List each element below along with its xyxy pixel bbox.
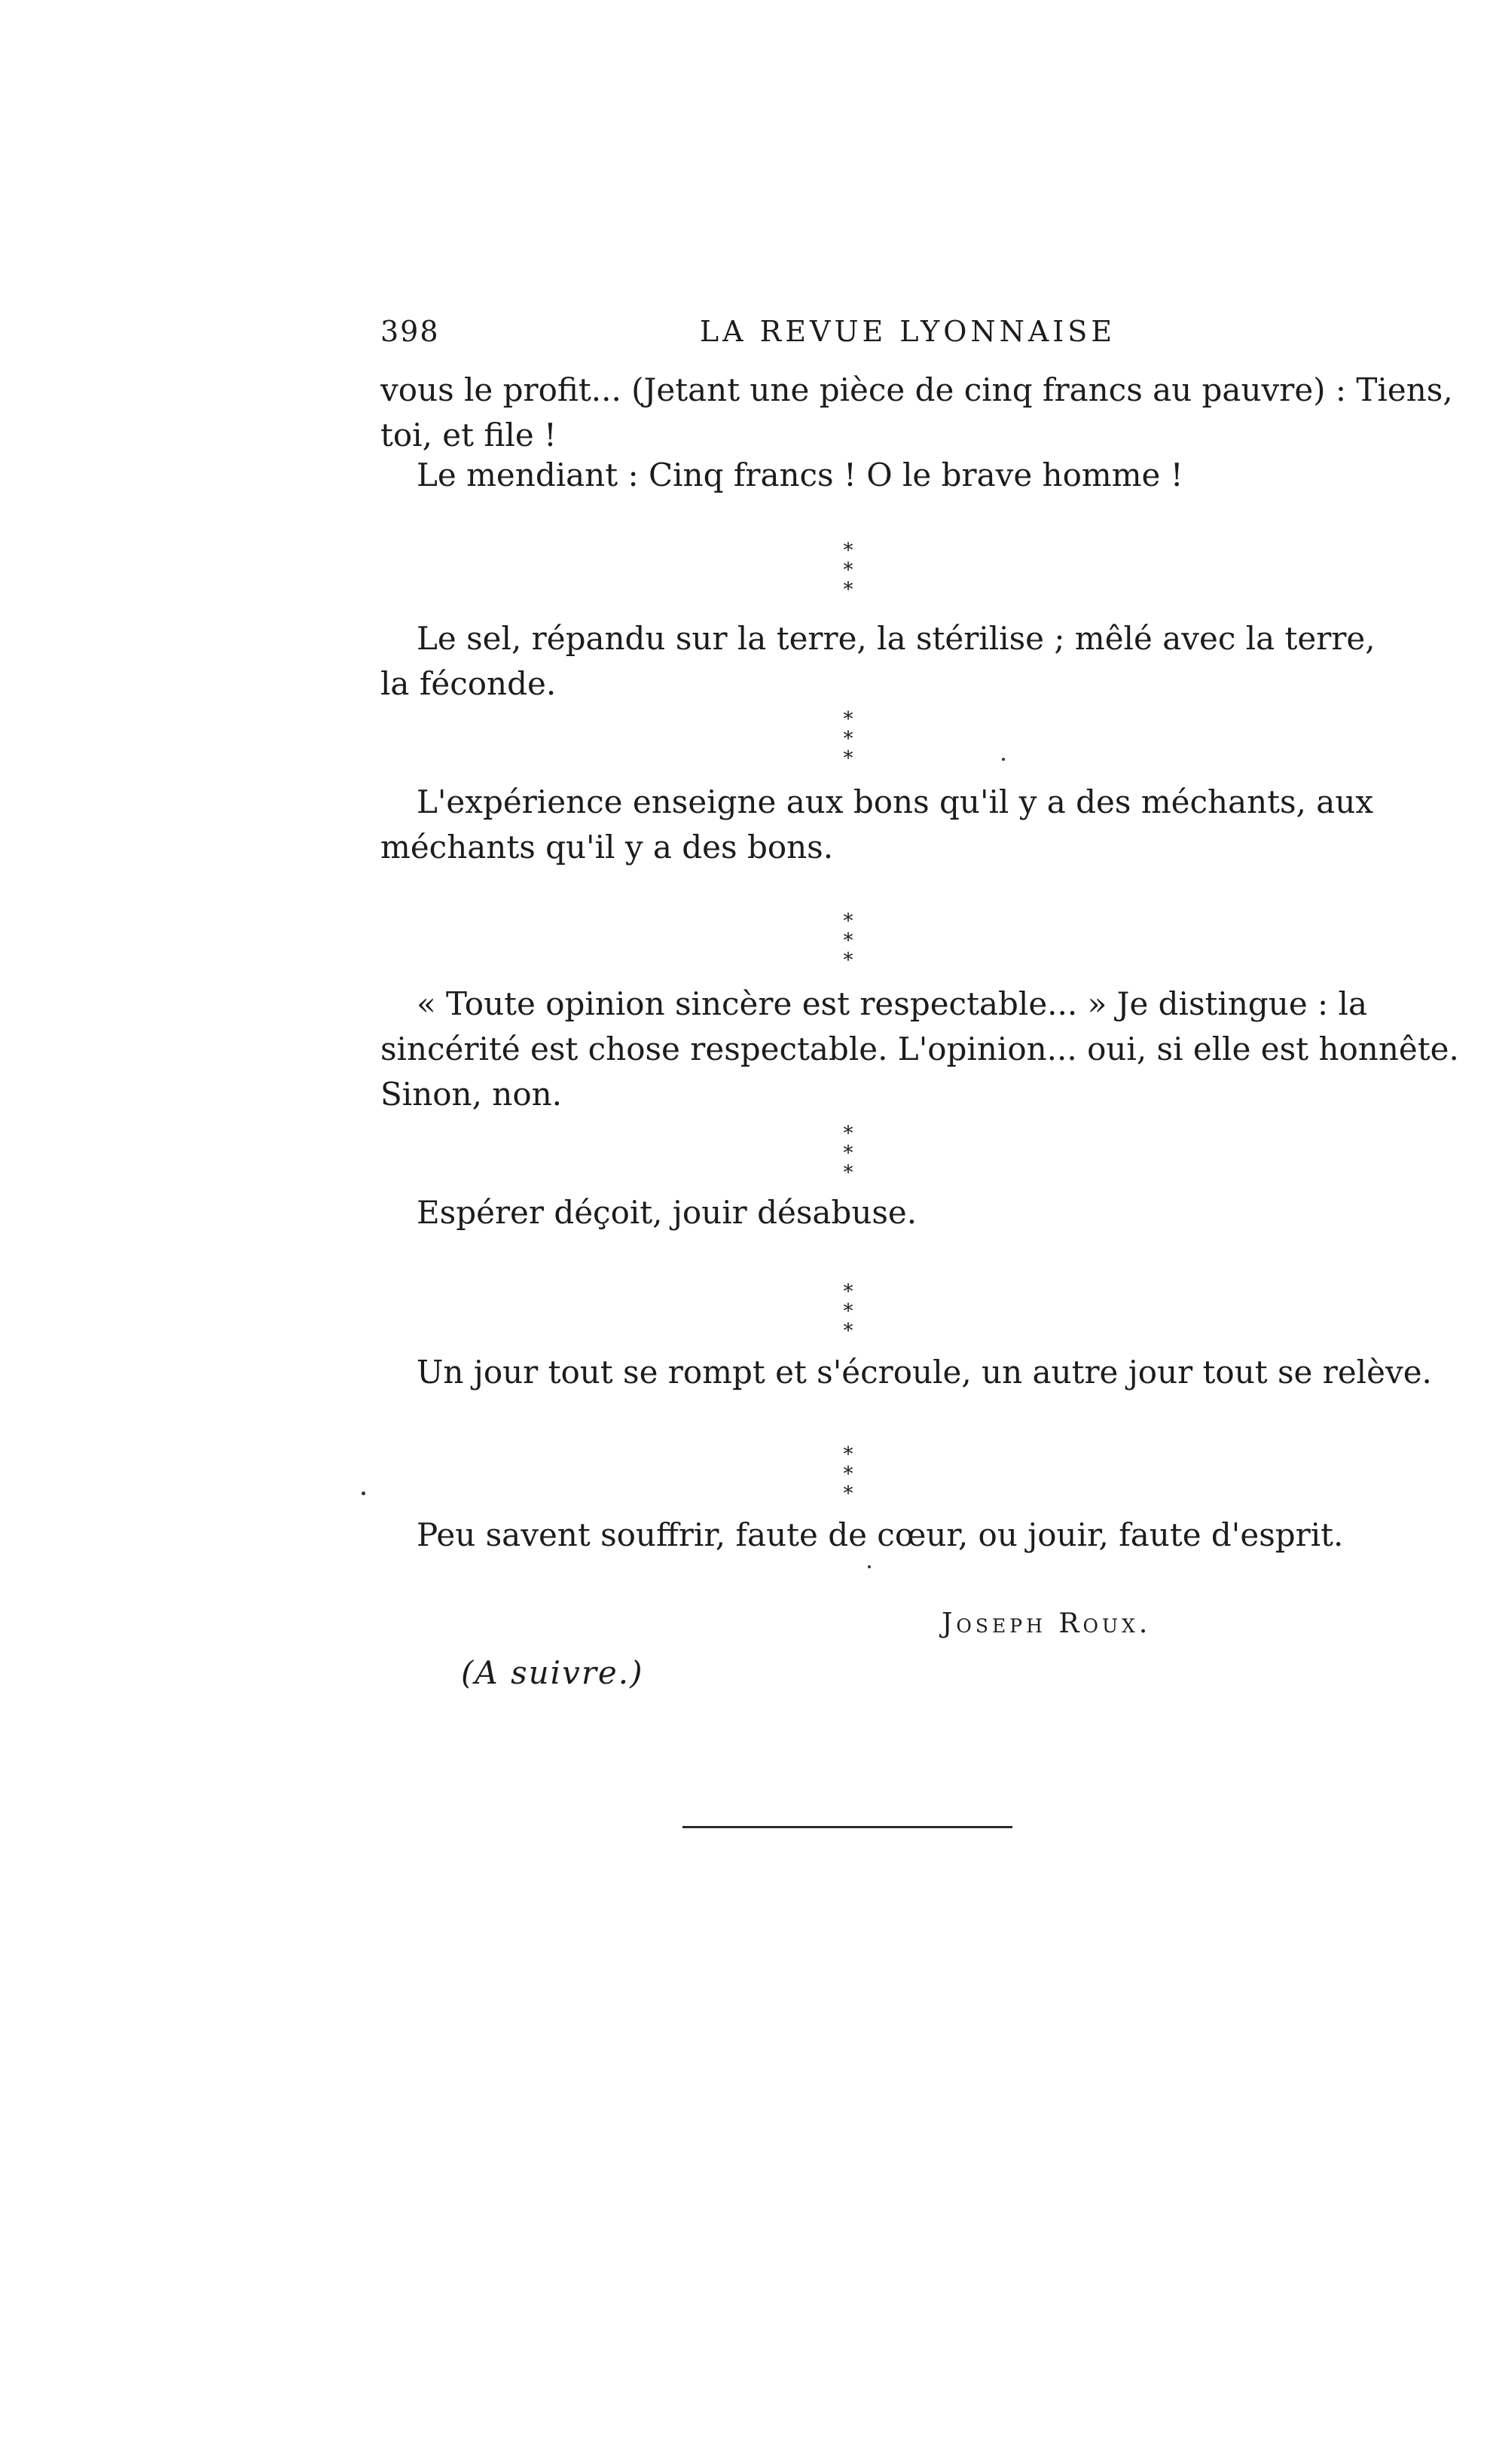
page-header (380, 315, 1301, 354)
text-line: Un jour tout se rompt et s'écroule, un autre jour tout se relève. (417, 1354, 1432, 1391)
text-line: L'expérience enseigne aux bons qu'il y a des méchants, aux (417, 783, 1374, 820)
paragraph-sel (380, 616, 1376, 707)
text-line: Le mendiant : Cinq francs ! O le brave homme ! (417, 456, 1183, 493)
text-line: la féconde. (380, 665, 557, 702)
print-speck (1002, 758, 1005, 761)
print-speck (868, 1565, 871, 1568)
print-speck (362, 1492, 365, 1495)
paragraph-continuation (380, 368, 1453, 458)
paragraph-experience (380, 780, 1374, 870)
paragraph-un-jour (380, 1350, 1432, 1395)
author-signature: Joseph Roux. (942, 1608, 1152, 1639)
paragraph-opinion (380, 982, 1459, 1117)
text-line: Espérer déçoit, jouir désabuse. (417, 1194, 918, 1231)
text-line: Le sel, répandu sur la terre, la stérilise ; mêlé avec la terre, (417, 620, 1376, 657)
paragraph-esperer (380, 1190, 1301, 1235)
asterism-separator: * * * (843, 539, 864, 601)
text-line: sincérité est chose respectable. L'opinion... oui, si elle est honnête. (380, 1030, 1459, 1067)
asterism-separator: * * * (843, 910, 864, 972)
running-head: LA REVUE LYONNAISE (699, 315, 1116, 348)
page-number: 398 (380, 315, 440, 348)
paragraph-mendiant (380, 453, 1301, 498)
text-line: méchants qu'il y a des bons. (380, 829, 834, 866)
text-line: vous le profit... (Jetant une pièce de cinq francs au pauvre) : Tiens, (380, 371, 1453, 408)
text-line: Sinon, non. (380, 1076, 563, 1113)
end-rule (682, 1826, 1012, 1828)
asterism-separator: * * * (843, 1122, 864, 1184)
text-line: Peu savent souffrir, faute de cœur, ou jouir, faute d'esprit. (417, 1516, 1344, 1553)
text-line: toi, et file ! (380, 417, 557, 453)
asterism-separator: * * * (843, 1443, 864, 1505)
text-line: « Toute opinion sincère est respectable... » Je distingue : la (417, 985, 1368, 1022)
paragraph-souffrir (380, 1513, 1344, 1558)
asterism-separator: * * * (843, 1281, 864, 1342)
asterism-separator: * * * (843, 708, 864, 770)
to-be-continued: (A suivre.) (461, 1654, 644, 1691)
